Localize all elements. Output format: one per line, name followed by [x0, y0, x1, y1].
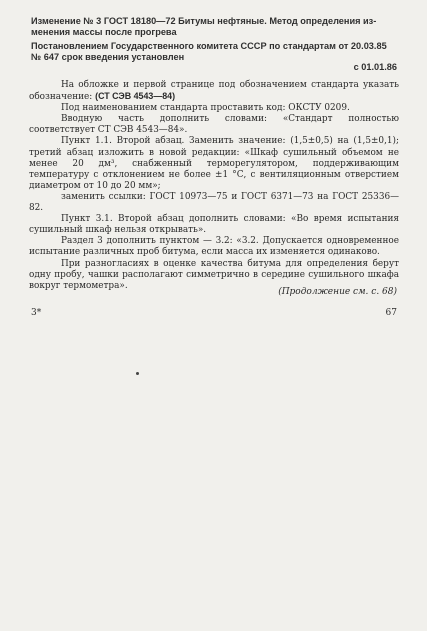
paragraph-code: Под наименованием стандарта проставить код: ОКСТУ 0209.: [61, 103, 350, 114]
paragraph-intro: Вводную часть дополнить словами: «Стандарт полностью соответствует СТ СЭВ 4543—84».: [29, 114, 399, 136]
amendment-title: Изменение № 3 ГОСТ 18180—72 Битумы нефтяные. Метод определения из- менения массы после прогрева: [31, 16, 377, 37]
effective-date: с 01.01.86: [353, 62, 397, 72]
paragraph-1-1: Пункт 1.1. Второй абзац. Заменить значение: (1,5±0,5) на (1,5±0,1); третий абзац изложить в новой редакции: «Шкаф сушильный объемом не менее 20 дм³, снабженный терморегулятором, поддерживающим температуру с отклонением не более ±1 °С, с вентиляционным отверстием диаметром от 10 до 20 мм»;: [29, 136, 399, 191]
amendment-body: [29, 80, 399, 292]
paragraph-3-2: Раздел 3 дополнить пунктом — 3.2: «3.2. Допускается одновременное испытание различных проб битума, если масса их изменяется одинаково.: [29, 236, 399, 258]
page-number: 67: [385, 308, 397, 318]
paragraph-3-1: Пункт 3.1. Второй абзац дополнить словами: «Во время испытания сушильный шкаф нельзя открывать».: [29, 214, 399, 236]
paragraph-disagreement: При разногласиях в оценке качества битума для определения берут одну пробу, чашки располагают симметрично в середине сушильного шкафа вокруг термометра».: [29, 258, 399, 291]
scan-speck: [136, 372, 139, 375]
signature-mark: 3*: [31, 308, 42, 318]
continuation-note: (Продолжение см. с. 68): [278, 287, 397, 297]
paragraph-designation: На обложке и первой странице под обозначением стандарта указать обозначение: (СТ СЭВ 4543—84): [29, 80, 399, 103]
resolution-text: Постановлением Государственного комитета СССР по стандартам от 20.03.85 № 647 срок введения установлен: [31, 41, 387, 62]
paragraph-references: заменить ссылки: ГОСТ 10973—75 и ГОСТ 6371—73 на ГОСТ 25336—82.: [29, 191, 399, 214]
